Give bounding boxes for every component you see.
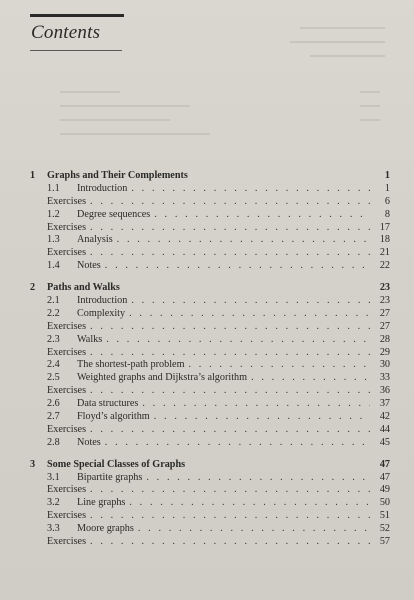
exercises-label: Exercises: [47, 510, 87, 522]
section-number: 2.5: [47, 372, 60, 384]
dot-leader: [90, 222, 370, 235]
section-title: The shortest-path problem: [77, 359, 185, 371]
exercises-label: Exercises: [47, 484, 87, 496]
toc-exercises-entry[interactable]: [30, 222, 390, 235]
dot-leader: [131, 183, 370, 196]
section-title: Moore graphs: [77, 523, 134, 535]
dot-leader: [146, 472, 370, 485]
section-page: 28: [379, 333, 390, 345]
section-title: Weighted graphs and Dijkstra’s algorithm: [77, 372, 248, 384]
dot-leader: [90, 196, 370, 209]
chapter-number: 2: [30, 282, 36, 294]
toc-section-entry[interactable]: [30, 437, 390, 450]
toc-section-entry[interactable]: [30, 295, 390, 308]
chapter-heading[interactable]: [30, 282, 390, 295]
dot-leader: [154, 209, 370, 222]
chapter-page: 1: [384, 170, 390, 181]
section-title: Introduction: [77, 182, 128, 194]
section-title: Introduction: [77, 295, 128, 307]
toc-section-entry[interactable]: [30, 472, 390, 485]
title-underline: [30, 50, 122, 51]
section-number: 1.1: [47, 182, 60, 194]
section-title: Bipartite graphs: [77, 471, 143, 483]
exercises-page: 57: [379, 536, 390, 548]
dot-leader: [105, 260, 370, 273]
toc-exercises-entry[interactable]: [30, 510, 390, 523]
section-title: Degree sequences: [77, 208, 151, 220]
section-number: 2.2: [47, 307, 60, 319]
toc-exercises-entry[interactable]: [30, 247, 390, 260]
chapter-number: 3: [30, 458, 36, 470]
section-title: Walks: [77, 333, 103, 345]
exercises-label: Exercises: [47, 247, 87, 259]
section-title: Line graphs: [77, 497, 126, 509]
section-page: 30: [379, 359, 390, 371]
dot-leader: [251, 372, 370, 385]
chapter-2: [30, 282, 390, 450]
toc-section-entry[interactable]: [30, 209, 390, 222]
toc-exercises-entry[interactable]: [30, 484, 390, 497]
toc-section-entry[interactable]: [30, 411, 390, 424]
toc-exercises-entry[interactable]: [30, 196, 390, 209]
dot-leader: [90, 424, 370, 437]
dot-leader: [90, 321, 370, 334]
exercises-label: Exercises: [47, 423, 87, 435]
page-title: Contents: [31, 22, 101, 43]
dot-leader: [90, 347, 370, 360]
section-page: 22: [379, 260, 390, 272]
exercises-label: Exercises: [47, 385, 87, 397]
toc-exercises-entry[interactable]: [30, 347, 390, 360]
chapter-title: Graphs and Their Complements: [47, 170, 188, 181]
section-number: 2.8: [47, 436, 60, 448]
exercises-label: Exercises: [47, 320, 87, 332]
section-title: Notes: [77, 260, 101, 272]
section-title: Analysis: [77, 234, 113, 246]
dot-leader: [90, 536, 370, 549]
toc-section-entry[interactable]: [30, 334, 390, 347]
section-title: Complexity: [77, 307, 126, 319]
chapter-heading[interactable]: [30, 459, 390, 472]
dot-leader: [90, 385, 370, 398]
dot-leader: [189, 359, 370, 372]
toc-section-entry[interactable]: [30, 308, 390, 321]
exercises-page: 29: [379, 346, 390, 358]
chapter-number: 1: [30, 170, 36, 181]
exercises-page: 27: [379, 320, 390, 332]
toc-section-entry[interactable]: [30, 183, 390, 196]
toc-exercises-entry[interactable]: [30, 385, 390, 398]
dot-leader: [105, 437, 370, 450]
dot-leader: [117, 234, 370, 247]
section-number: 2.7: [47, 411, 60, 423]
toc-section-entry[interactable]: [30, 497, 390, 510]
toc-section-entry[interactable]: [30, 398, 390, 411]
dot-leader: [90, 484, 370, 497]
section-page: 23: [379, 295, 390, 307]
toc-section-entry[interactable]: [30, 260, 390, 273]
chapter-title: Paths and Walks: [47, 282, 120, 294]
section-number: 1.3: [47, 234, 60, 246]
section-number: 1.2: [47, 208, 60, 220]
table-of-contents: [30, 170, 390, 558]
chapter-1: [30, 170, 390, 273]
section-number: 1.4: [47, 260, 60, 272]
dot-leader: [138, 523, 370, 536]
toc-exercises-entry[interactable]: [30, 321, 390, 334]
exercises-label: Exercises: [47, 346, 87, 358]
dot-leader: [90, 247, 370, 260]
section-title: Floyd’s algorithm: [77, 411, 150, 423]
exercises-page: 17: [379, 221, 390, 233]
toc-section-entry[interactable]: [30, 359, 390, 372]
section-number: 3.2: [47, 497, 60, 509]
section-page: 33: [379, 372, 390, 384]
toc-section-entry[interactable]: [30, 372, 390, 385]
dot-leader: [129, 497, 370, 510]
exercises-page: 51: [379, 510, 390, 522]
section-page: 18: [379, 234, 390, 246]
chapter-heading[interactable]: [30, 170, 390, 183]
toc-section-entry[interactable]: [30, 523, 390, 536]
chapter-3: [30, 459, 390, 549]
section-page: 47: [379, 471, 390, 483]
dot-leader: [90, 510, 370, 523]
chapter-page: 23: [379, 282, 390, 294]
header-rule: [30, 14, 124, 17]
section-number: 3.1: [47, 471, 60, 483]
exercises-page: 49: [379, 484, 390, 496]
section-page: 42: [379, 411, 390, 423]
section-page: 52: [379, 523, 390, 535]
section-page: 27: [379, 307, 390, 319]
section-number: 2.4: [47, 359, 60, 371]
exercises-label: Exercises: [47, 221, 87, 233]
section-page: 1: [384, 182, 390, 194]
dot-leader: [154, 411, 370, 424]
section-number: 2.1: [47, 295, 60, 307]
section-page: 45: [379, 436, 390, 448]
exercises-page: 21: [379, 247, 390, 259]
section-page: 50: [379, 497, 390, 509]
dot-leader: [106, 334, 370, 347]
exercises-label: Exercises: [47, 536, 87, 548]
section-title: Notes: [77, 436, 101, 448]
chapter-title: Some Special Classes of Graphs: [47, 458, 186, 470]
section-number: 2.3: [47, 333, 60, 345]
toc-section-entry[interactable]: [30, 234, 390, 247]
section-number: 3.3: [47, 523, 60, 535]
exercises-page: 44: [379, 423, 390, 435]
section-number: 2.6: [47, 398, 60, 410]
dot-leader: [129, 308, 370, 321]
dot-leader: [131, 295, 370, 308]
toc-exercises-entry[interactable]: [30, 536, 390, 549]
exercises-page: 6: [384, 195, 390, 207]
section-page: 8: [384, 208, 390, 220]
exercises-label: Exercises: [47, 195, 87, 207]
dot-leader: [142, 398, 370, 411]
chapter-page: 47: [379, 458, 390, 470]
section-title: Data structures: [77, 398, 139, 410]
section-page: 37: [379, 398, 390, 410]
toc-exercises-entry[interactable]: [30, 424, 390, 437]
exercises-page: 36: [379, 385, 390, 397]
